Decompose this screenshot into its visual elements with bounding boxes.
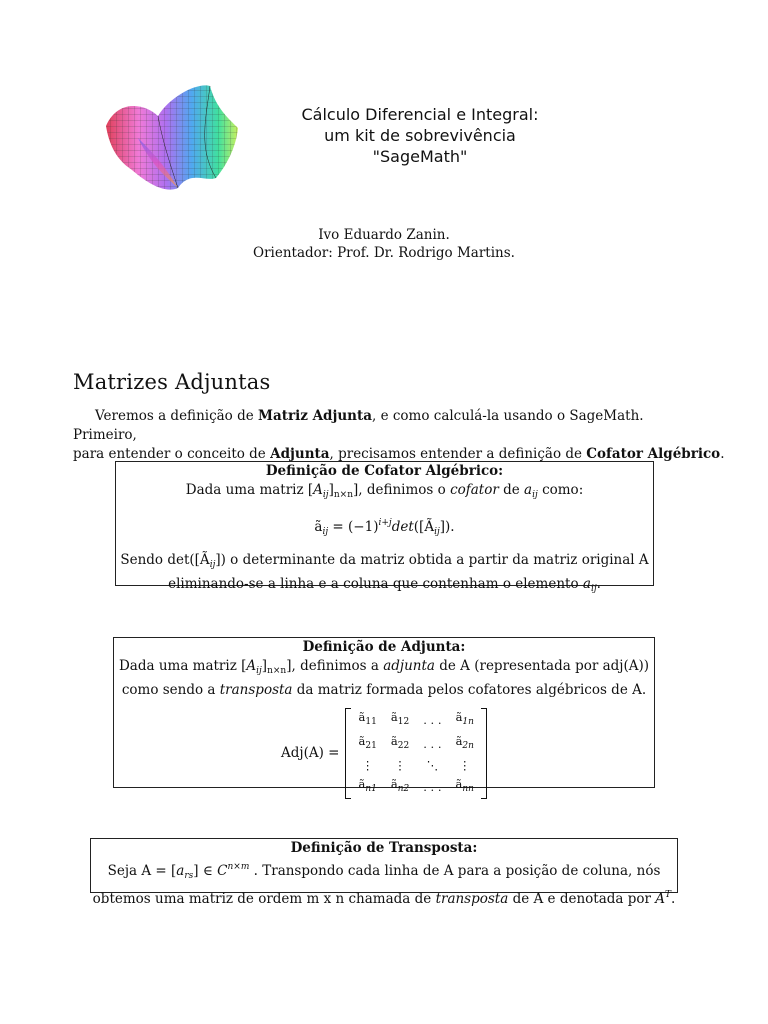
surface-plot-logo: [98, 78, 243, 198]
transposta-line-1: Seja $A = [a_{rs}]$ ∈ $C^{n\times m}$ . Transpondo cada linha de A para a posição de coluna, nós: [107, 862, 661, 881]
cofator-line-3: Sendo $\det([Ã_{ij}])$ o determinante da matriz obtida a partir da matriz original A: [120, 552, 649, 570]
cofator-line-1: Dada uma matriz $[A_{ij}]_{n\times n}$], definimos o cofator de $a_{ij}$ como:: [185, 482, 584, 500]
adjunta-line-1: Dada uma matriz $[A_{ij}]_{n\times n}$], definimos a adjunta de A (representada por adj(A)): [118, 658, 650, 676]
adjunta-line-2: como sendo a transposta da matriz formada pelos cofatores algébricos de A.: [121, 682, 647, 698]
transposta-line-2: obtemos uma matriz de ordem m x n chamada de transposta de A e denotada por $A^T$.: [92, 890, 676, 907]
author-name: Ivo Eduardo Zanin.: [318, 227, 450, 243]
author-block: [180, 226, 588, 262]
transposta-definition-box: [90, 838, 678, 907]
cofator-definition-box: [115, 461, 654, 594]
title-line-2: um kit de sobrevivência: [324, 126, 516, 145]
adjunta-heading: Definição de Adjunta:: [302, 639, 466, 655]
cofator-line-4: eliminando-se a linha e a coluna que contenham o elemento $a_{ij}$.: [168, 576, 601, 594]
section-title: Matrizes Adjuntas: [73, 370, 271, 394]
adjunta-definition-box: [113, 637, 655, 794]
title-line-3: "SageMath": [372, 147, 468, 166]
cofator-heading: Definição de Cofator Algébrico:: [265, 463, 504, 479]
adjunta-matrix-equation: [114, 708, 654, 799]
intro-paragraph: Veremos a definição de Matriz Adjunta, e como calculá-la usando o SageMath. Primeiro, para entender o conceito de Adjunta, precisamos entender a definição de Cofator Algébrico.: [73, 408, 725, 462]
cofactor-matrix: $ã_{11}$ $ã_{12}$ . . . $ã_{1n}$ $ã_{21}$ $ã_{22}$ . . . $ã_{2n}$ ⋮ ⋮ ⋱ ⋮ $ã_{n1}$ $ã_{n2}$ . . . $ã_{nn}$: [345, 708, 487, 799]
adj-label: Adj(A) =: [281, 745, 340, 761]
advisor-name: Orientador: Prof. Dr. Rodrigo Martins.: [253, 245, 515, 261]
title-line-1: Cálculo Diferencial e Integral:: [301, 105, 539, 124]
transposta-heading: Definição de Transposta:: [290, 840, 478, 856]
cofator-formula: $ã_{ij}$ = $(-1)^{i+j}\det([Ã_{ij}])$.: [314, 518, 455, 537]
document-title: [260, 104, 580, 167]
